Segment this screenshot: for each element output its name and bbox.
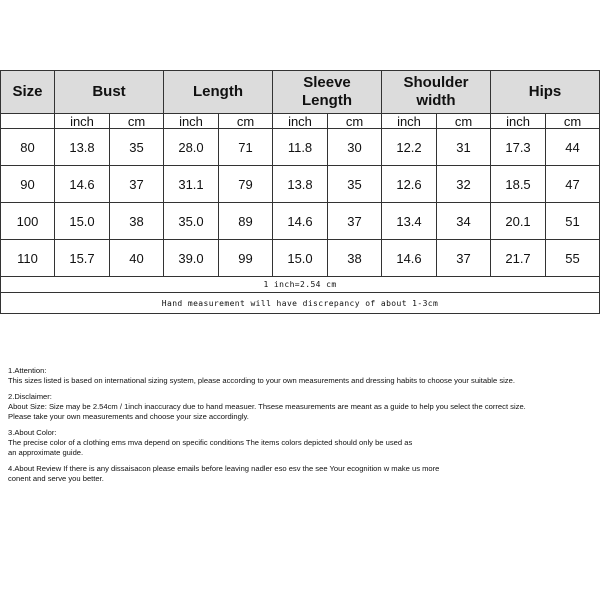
note-attention — [8, 366, 593, 386]
measurement-note: Hand measurement will have discrepancy of about 1-3cm — [1, 293, 600, 314]
table-row — [1, 166, 600, 203]
value-cell: 20.1 — [491, 203, 546, 240]
unit-cell: inch — [273, 114, 328, 129]
note-text: Please take your own measurements and choose your size accordingly. — [8, 412, 249, 421]
note-text: About Size: Size may be 2.54cm / 1inch inaccuracy due to hand measuer. Thsese measurements are meant as a guide to help you select the correct size. — [8, 402, 526, 411]
note-title: 3.About Color: — [8, 428, 57, 437]
value-cell: 18.5 — [491, 166, 546, 203]
value-cell: 14.6 — [273, 203, 328, 240]
value-cell: 12.2 — [382, 129, 437, 166]
note-title: 1.Attention: — [8, 366, 47, 375]
size-cell: 110 — [1, 240, 55, 277]
size-cell: 90 — [1, 166, 55, 203]
value-cell: 35 — [110, 129, 164, 166]
note-about-review — [8, 464, 593, 484]
value-cell: 32 — [437, 166, 491, 203]
value-cell: 35.0 — [164, 203, 219, 240]
value-cell: 14.6 — [382, 240, 437, 277]
column-header-hips: Hips — [491, 71, 600, 114]
column-header-sleeve-length: Sleeve Length — [273, 71, 382, 114]
size-chart-table — [0, 70, 600, 314]
value-cell: 38 — [110, 203, 164, 240]
note-text: This sizes listed is based on international sizing system, please according to your own measurements and dressing habits to choose your suitable size. — [8, 376, 515, 385]
column-header-bust: Bust — [55, 71, 164, 114]
value-cell: 13.4 — [382, 203, 437, 240]
note-text: 4.About Review If there is any dissaisacon please emails before leaving nadler eso esv the see Your ecognition w make us more — [8, 464, 440, 473]
value-cell: 79 — [219, 166, 273, 203]
unit-cell-empty — [1, 114, 55, 129]
value-cell: 15.0 — [55, 203, 110, 240]
value-cell: 35 — [328, 166, 382, 203]
size-cell: 100 — [1, 203, 55, 240]
value-cell: 51 — [546, 203, 600, 240]
value-cell: 31.1 — [164, 166, 219, 203]
column-header-length: Length — [164, 71, 273, 114]
unit-cell: inch — [55, 114, 110, 129]
value-cell: 12.6 — [382, 166, 437, 203]
value-cell: 15.7 — [55, 240, 110, 277]
value-cell: 38 — [328, 240, 382, 277]
value-cell: 34 — [437, 203, 491, 240]
value-cell: 37 — [437, 240, 491, 277]
value-cell: 31 — [437, 129, 491, 166]
conversion-note: 1 inch=2.54 cm — [1, 277, 600, 293]
value-cell: 21.7 — [491, 240, 546, 277]
unit-cell: inch — [382, 114, 437, 129]
value-cell: 14.6 — [55, 166, 110, 203]
value-cell: 15.0 — [273, 240, 328, 277]
table-row — [1, 203, 600, 240]
value-cell: 99 — [219, 240, 273, 277]
value-cell: 71 — [219, 129, 273, 166]
value-cell: 37 — [328, 203, 382, 240]
note-text: conent and serve you better. — [8, 474, 104, 483]
unit-cell: cm — [219, 114, 273, 129]
value-cell: 40 — [110, 240, 164, 277]
unit-row — [1, 114, 600, 129]
measurement-note-row — [1, 293, 600, 314]
header-row — [1, 71, 600, 114]
unit-cell: cm — [437, 114, 491, 129]
unit-cell: inch — [491, 114, 546, 129]
value-cell: 44 — [546, 129, 600, 166]
column-header-shoulder-width: Shoulder width — [382, 71, 491, 114]
unit-cell: inch — [164, 114, 219, 129]
value-cell: 37 — [110, 166, 164, 203]
unit-cell: cm — [546, 114, 600, 129]
conversion-note-row — [1, 277, 600, 293]
value-cell: 17.3 — [491, 129, 546, 166]
table-row — [1, 240, 600, 277]
value-cell: 28.0 — [164, 129, 219, 166]
value-cell: 47 — [546, 166, 600, 203]
unit-cell: cm — [328, 114, 382, 129]
note-text: The precise color of a clothing ems mva depend on specific conditions The items colors depicted should only be used as — [8, 438, 413, 447]
note-disclaimer — [8, 392, 593, 422]
value-cell: 39.0 — [164, 240, 219, 277]
size-header: Size — [1, 71, 55, 114]
note-text: an approximate guide. — [8, 448, 84, 457]
value-cell: 89 — [219, 203, 273, 240]
value-cell: 55 — [546, 240, 600, 277]
value-cell: 13.8 — [55, 129, 110, 166]
value-cell: 11.8 — [273, 129, 328, 166]
note-about-color — [8, 428, 593, 458]
value-cell: 30 — [328, 129, 382, 166]
notes-section — [8, 366, 593, 490]
unit-cell: cm — [110, 114, 164, 129]
value-cell: 13.8 — [273, 166, 328, 203]
note-title: 2.Disclaimer: — [8, 392, 52, 401]
table-row — [1, 129, 600, 166]
size-cell: 80 — [1, 129, 55, 166]
